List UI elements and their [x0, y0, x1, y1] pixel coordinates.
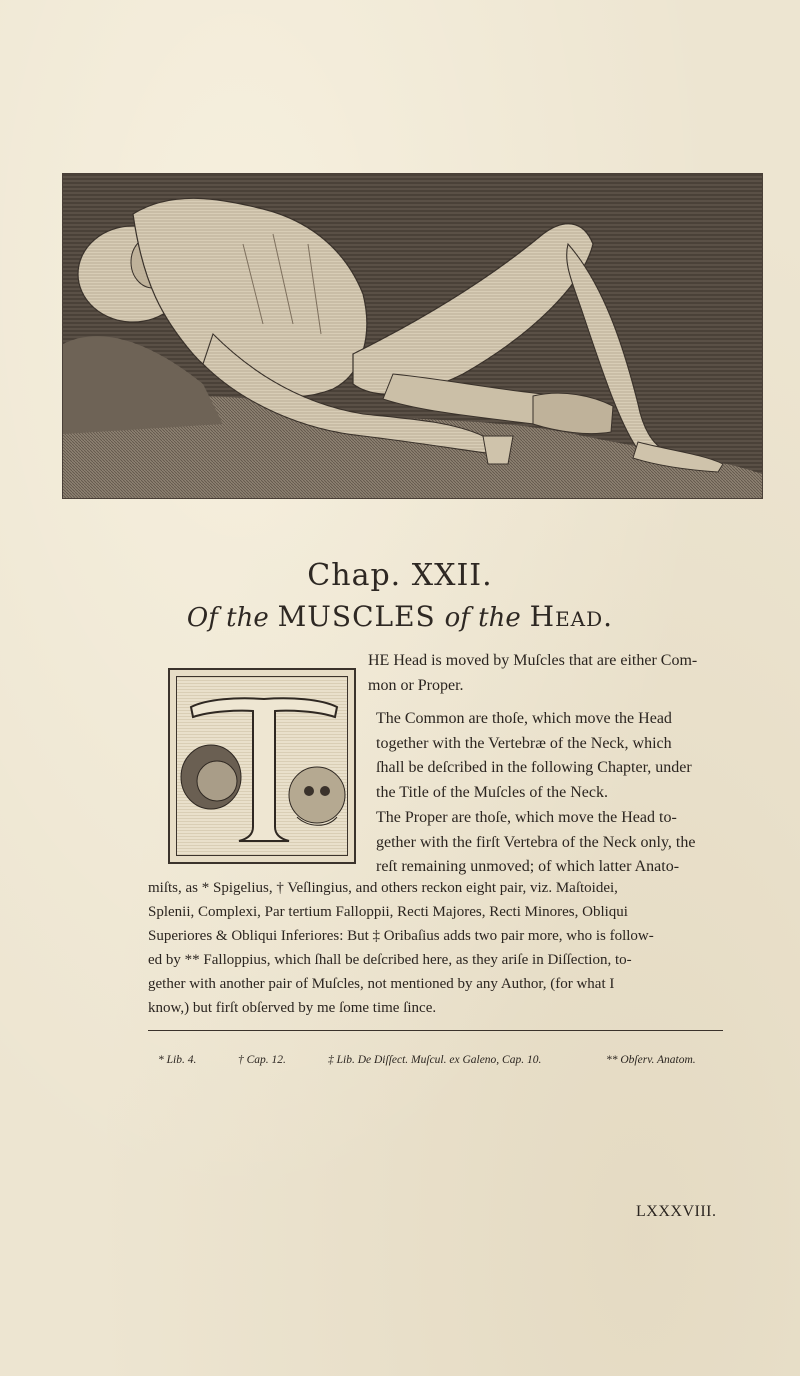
footnote-divider [148, 1030, 723, 1031]
anatomical-muscle-figure-icon [63, 174, 762, 498]
body-line: HE Head is moved by Muſcles that are either Com- [368, 652, 698, 669]
anatomical-plate [62, 173, 763, 499]
body-line: reſt remaining unmoved; of which latter Anato- [376, 858, 680, 875]
decorated-initial [168, 668, 356, 864]
body-line: gether with another pair of Muſcles, not mentioned by any Author, (for what I [148, 976, 615, 992]
body-line: ſhall be deſcribed in the following Chapter, under [376, 759, 692, 776]
initial-letter-art [177, 677, 348, 856]
chapter-heading: Chap. XXII. [307, 558, 493, 593]
footnote: ** Obſerv. Anatom. [606, 1054, 696, 1066]
body-line: the Title of the Muſcles of the Neck. [376, 783, 608, 801]
body-first-paragraph [368, 649, 738, 698]
title-muscles: MUSCLES [277, 600, 436, 633]
title-head: Head. [529, 600, 614, 633]
body-line: Superiores & Obliqui Inferiores: But ‡ Oribaſius adds two pair more, who is follow- [148, 928, 654, 944]
body-line: ed by ** Falloppius, which ſhall be deſcribed here, as they ariſe in Diſſection, to- [148, 952, 632, 968]
body-line: mon or Proper. [368, 676, 464, 694]
body-third-paragraph [376, 806, 738, 880]
body-second-paragraph [376, 707, 738, 805]
footnote: ‡ Lib. De Diſſect. Muſcul. ex Galeno, Cap. 10. [328, 1054, 542, 1066]
body-line: together with the Vertebræ of the Neck, which [376, 734, 672, 752]
page-folio: LXXXVIII. [636, 1203, 717, 1220]
decorated-initial-with-skulls-icon [176, 676, 348, 856]
body-line: miſts, as * Spigelius, † Veſlingius, and others reckon eight pair, viz. Maſtoidei, [148, 880, 618, 896]
body-line: gether with the firſt Vertebra of the Neck only, the [376, 833, 696, 851]
body-line: know,) but firſt obſerved by me ſome time ſince. [148, 1000, 437, 1016]
bleed-through-text [110, 92, 710, 152]
footnote: * Lib. 4. [158, 1054, 197, 1066]
body-line: Splenii, Complexi, Par tertium Falloppii, Recti Majores, Recti Minores, Obliqui [148, 904, 628, 920]
body-line: The Proper are thoſe, which move the Head to- [376, 809, 677, 826]
chapter-title [0, 600, 800, 633]
title-of-the-1: Of the [186, 603, 269, 633]
body-continuation [148, 876, 738, 1020]
body-line: The Common are thoſe, which move the Head [376, 710, 672, 727]
title-of-the-2: of the [444, 603, 521, 633]
footnotes [158, 1054, 728, 1076]
footnote: † Cap. 12. [238, 1054, 286, 1066]
